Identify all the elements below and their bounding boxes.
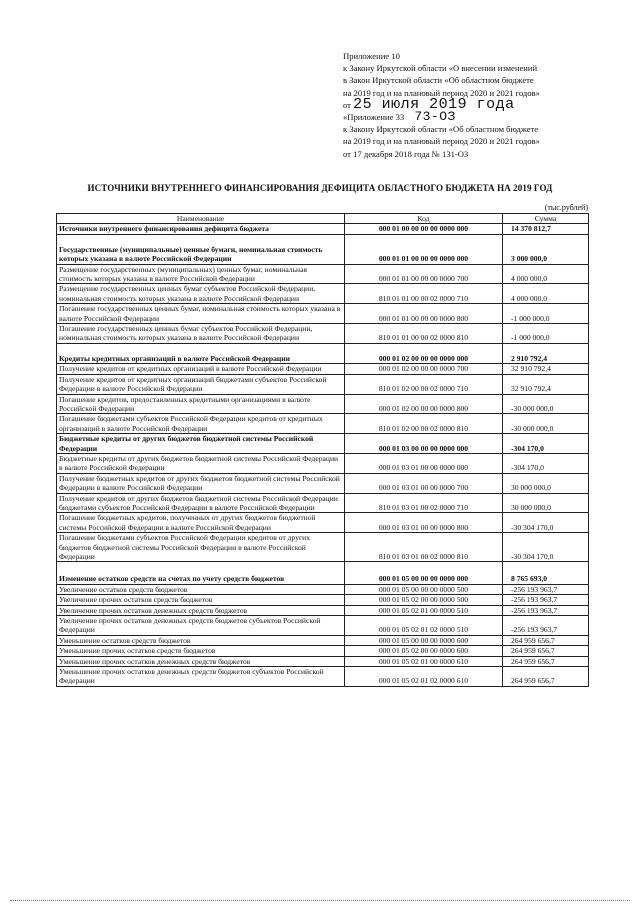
row-amount: -256 193 963,7 [503,605,589,615]
table-row [57,533,589,562]
table-row [57,605,589,615]
previous-appendix: «Приложение 33 [343,112,405,123]
document-title: ИСТОЧНИКИ ВНУТРЕННЕГО ФИНАНСИРОВАНИЯ ДЕФИЦИТА ОБЛАСТНОГО БЮДЖЕТА НА 2019 ГОД [87,183,553,193]
row-name: Погашение бюджетами субъектов Российской Федерации кредитов от других бюджетов бюджетной системы Российской Федерации в валюте Российской Федерации [57,533,345,562]
row-name: Бюджетные кредиты от других бюджетов бюджетной системы Российской Федерации [57,434,345,454]
row-code: 000 01 00 00 00 00 0000 000 [345,224,503,234]
row-code: 000 01 02 00 00 00 0000 700 [345,364,503,374]
row-amount: 264 959 656,7 [503,635,589,645]
table-row [57,284,589,304]
row-name: Погашение государственных ценных бумаг, номинальная стоимость которых указана в валюте Российской Федерации [57,304,345,324]
table-row [57,394,589,414]
handwritten-number: 73-ОЗ [414,109,456,125]
table-row [57,635,589,645]
table-row [57,595,589,605]
row-name: Кредиты кредитных организаций в валюте Российской Федерации [57,343,345,363]
row-code: 000 01 05 00 00 00 0000 500 [345,584,503,594]
table-header-row [57,214,589,224]
table-row [57,414,589,434]
row-code: 000 01 03 00 00 00 0000 000 [345,434,503,454]
table-row [57,667,589,687]
table-row [57,224,589,234]
row-amount: -30 304 170,0 [503,533,589,562]
column-header-code: Код [345,214,503,224]
column-header-amount: Сумма [503,214,589,224]
row-code: 000 01 05 02 01 02 0000 610 [345,667,503,687]
row-code: 000 01 03 01 00 00 0000 700 [345,473,503,493]
row-name: Источники внутреннего финансирования дефицита бюджета [57,224,345,234]
row-code: 000 01 05 02 01 02 0000 510 [345,616,503,636]
row-code: 810 01 02 00 00 02 0000 810 [345,414,503,434]
row-amount: -256 193 963,7 [503,584,589,594]
row-amount: 4 000 000,0 [503,284,589,304]
row-name: Увеличение прочих остатков денежных средств бюджетов [57,605,345,615]
row-name: Уменьшение прочих остатков средств бюджетов [57,646,345,656]
row-amount: -1 000 000,0 [503,324,589,344]
row-amount: -30 304 170,0 [503,513,589,533]
row-amount: 32 910 792,4 [503,374,589,394]
row-name: Получение бюджетных кредитов от других бюджетов бюджетной системы Российской Федерации в валюте Российской Федерации [57,473,345,493]
table-row [57,646,589,656]
row-code: 000 01 01 00 00 00 0000 000 [345,234,503,264]
row-amount: 32 910 792,4 [503,364,589,374]
table-row [57,324,589,344]
row-amount: 264 959 656,7 [503,656,589,666]
row-amount: 30 000 000,0 [503,473,589,493]
row-amount: 2 910 792,4 [503,343,589,363]
row-code: 000 01 05 02 01 00 0000 510 [345,605,503,615]
table-row [57,343,589,363]
row-code: 000 01 03 01 00 00 0000 000 [345,453,503,473]
row-code: 000 01 05 00 00 00 0000 600 [345,635,503,645]
row-code: 000 01 05 02 00 00 0000 500 [345,595,503,605]
row-amount: 14 370 812,7 [503,224,589,234]
row-code: 810 01 01 00 00 02 0000 710 [345,284,503,304]
table-row [57,584,589,594]
row-code: 000 01 03 01 00 00 0000 800 [345,513,503,533]
row-code: 810 01 03 01 00 02 0000 710 [345,493,503,513]
table-row [57,616,589,636]
table-row [57,434,589,454]
table-row [57,493,589,513]
header-line-4: к Закону Иркутской области «Об областном бюджете [343,124,539,135]
header-line-2: в Закон Иркутской области «Об областном бюджете [343,75,534,86]
row-name: Уменьшение прочих остатков денежных средств бюджетов [57,656,345,666]
header-line-5: на 2019 год и на плановый период 2020 и 2021 годов» [343,136,540,147]
header-line-6: от 17 декабря 2018 года № 131-ОЗ [343,148,469,159]
row-code: 000 01 01 00 00 00 0000 800 [345,304,503,324]
row-code: 000 01 05 00 00 00 0000 000 [345,562,503,584]
appendix-number: Приложение 10 [343,51,400,61]
header-line-3: на 2019 год и на плановый период 2020 и 2021 годов» [343,87,540,98]
row-amount: -256 193 963,7 [503,595,589,605]
row-code: 000 01 02 00 00 00 0000 800 [345,394,503,414]
table-row [57,364,589,374]
row-name: Получение кредитов от кредитных организаций в валюте Российской Федерации [57,364,345,374]
table-row [57,234,589,264]
row-name: Погашение государственных ценных бумаг субъектов Российской Федерации, номинальная стоимость которых указана в валюте Российской Федерации [57,324,345,344]
row-code: 000 01 05 02 00 00 0000 600 [345,646,503,656]
row-code: 810 01 03 01 00 02 0000 810 [345,533,503,562]
row-name: Размещение государственных ценных бумаг субъектов Российской Федерации, номинальная стоимость которых указана в валюте Российской Федерации [57,284,345,304]
from-label: от [343,99,351,110]
column-header-name: Наименование [57,214,345,224]
row-code: 000 01 05 02 01 00 0000 610 [345,656,503,666]
table-row [57,374,589,394]
row-name: Государственные (муниципальные) ценные бумаги, номинальная стоимость которых указана в валюте Российской Федерации [57,234,345,264]
row-amount: 30 000 000,0 [503,493,589,513]
row-amount: 264 959 656,7 [503,646,589,656]
row-name: Уменьшение остатков средств бюджетов [57,635,345,645]
table-row [57,453,589,473]
table-row [57,304,589,324]
page-bottom-rule [10,900,630,901]
row-amount: -1 000 000,0 [503,304,589,324]
row-name: Получение кредитов от кредитных организаций бюджетами субъектов Российской Федерации в валюте Российской Федерации [57,374,345,394]
appendix-header [343,50,540,160]
table-row [57,513,589,533]
row-amount: 8 765 693,0 [503,562,589,584]
row-amount: -304 170,0 [503,434,589,454]
row-name: Увеличение прочих остатков денежных средств бюджетов субъектов Российской Федерации [57,616,345,636]
table-row [57,264,589,284]
row-amount: 4 000 000,0 [503,264,589,284]
row-name: Изменение остатков средств на счетах по учету средств бюджетов [57,562,345,584]
row-name: Бюджетные кредиты от других бюджетов бюджетной системы Российской Федерации в валюте Российской Федерации [57,453,345,473]
row-amount: -256 193 963,7 [503,616,589,636]
row-amount: -30 000 000,0 [503,394,589,414]
row-amount: -304 170,0 [503,453,589,473]
row-name: Погашение бюджетами субъектов Российской Федерации кредитов от кредитных организаций в валюте Российской Федерации [57,414,345,434]
row-name: Получение кредитов от других бюджетов бюджетной системы Российской Федерации бюджетами субъектов Российской Федерации в валюте Российской Федерации [57,493,345,513]
financing-sources-table [56,213,589,687]
row-name: Уменьшение прочих остатков денежных средств бюджетов субъектов Российской Федерации [57,667,345,687]
table-row [57,473,589,493]
row-name: Размещение государственных (муниципальных) ценных бумаг, номинальная стоимость которых указана в валюте Российской Федерации [57,264,345,284]
header-number-line [343,111,540,123]
row-code: 000 01 01 00 00 00 0000 700 [345,264,503,284]
row-amount: 3 000 000,0 [503,234,589,264]
row-amount: -30 000 000,0 [503,414,589,434]
row-name: Увеличение остатков средств бюджетов [57,584,345,594]
table-row [57,562,589,584]
row-code: 000 01 02 00 00 00 0000 000 [345,343,503,363]
row-name: Погашение бюджетных кредитов, полученных от других бюджетов бюджетной системы Российской Федерации в валюте Российской Федерации [57,513,345,533]
header-line-1: к Закону Иркутской области «О внесении изменений [343,63,538,74]
row-code: 810 01 01 00 00 02 0000 810 [345,324,503,344]
row-code: 810 01 02 00 00 02 0000 710 [345,374,503,394]
table-row [57,656,589,666]
handwritten-date: 25 июля 2019 года [353,95,515,113]
row-name: Погашение кредитов, предоставленных кредитными организациями в валюте Российской Федерации [57,394,345,414]
row-amount: 264 959 656,7 [503,667,589,687]
units-label: (тыс.рублей) [544,203,588,212]
row-name: Увеличение прочих остатков средств бюджетов [57,595,345,605]
